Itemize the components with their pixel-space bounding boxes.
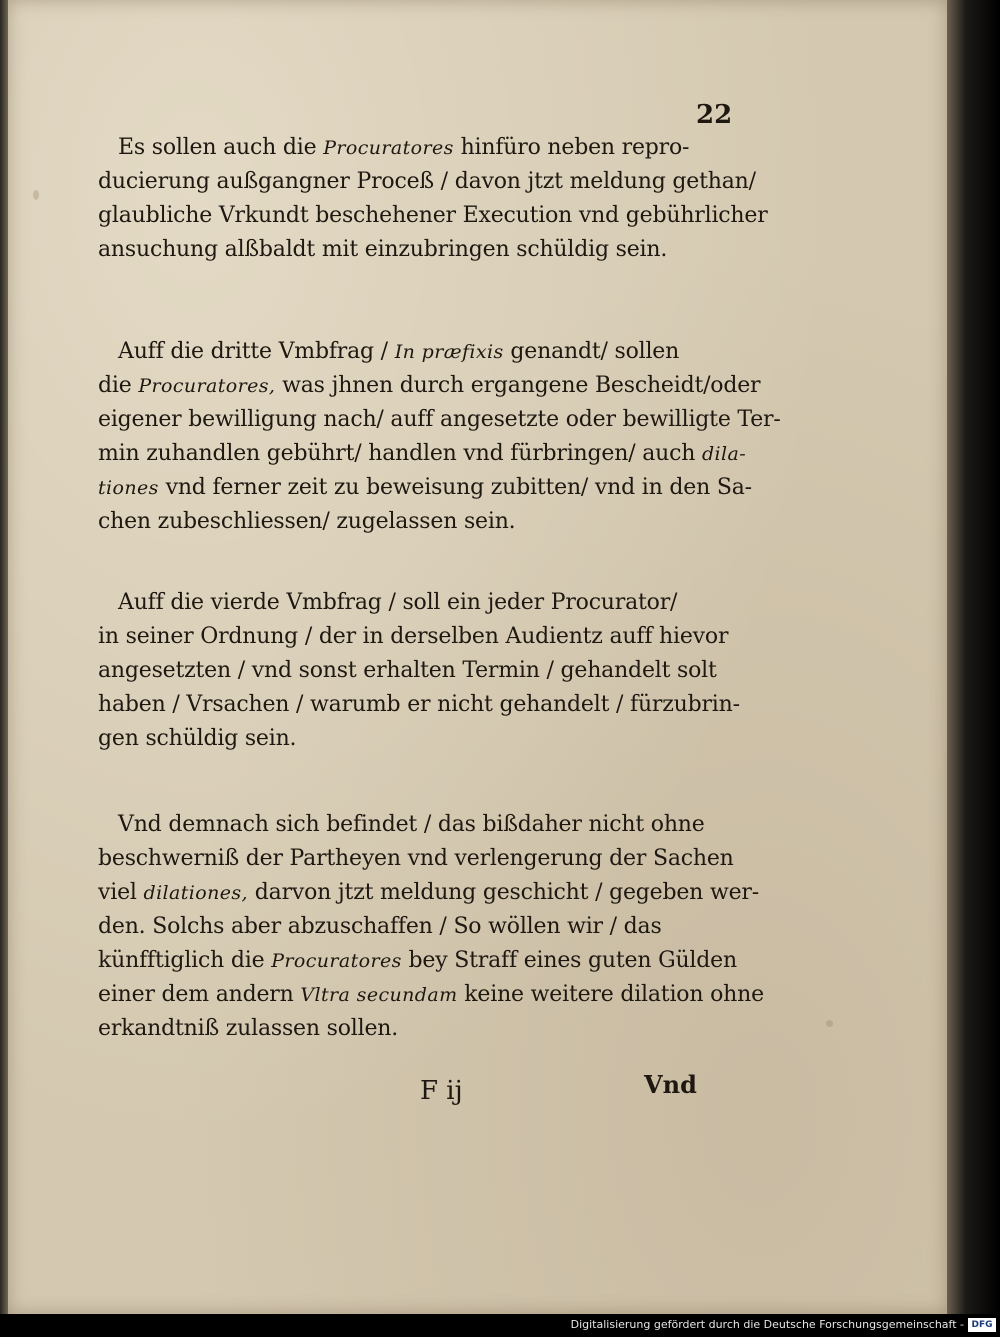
footer-bar <box>0 1314 1000 1337</box>
latin-term: Vltra secundam <box>300 984 458 1006</box>
ink-stain <box>826 1020 833 1027</box>
ink-stain <box>33 190 39 200</box>
text-line: den. Solchs aber abzuschaffen / So wöllen wir / das <box>98 914 662 939</box>
page-number: 22 <box>696 100 733 130</box>
latin-term: Procuratores, <box>138 375 276 397</box>
latin-term: dila- <box>701 443 747 465</box>
page-edge-left <box>0 0 8 1314</box>
text-line: Vnd demnach sich befindet / das bißdaher nicht ohne <box>118 812 705 837</box>
text-line: einer dem andern Vltra secundam keine weitere dilation ohne <box>98 982 764 1007</box>
text-line: die Procuratores, was jhnen durch ergangene Bescheidt/oder <box>98 373 761 398</box>
text-line: künfftiglich die Procuratores bey Straff eines guten Gülden <box>98 948 737 973</box>
text-line: Auff die vierde Vmbfrag / soll ein jeder Procurator/ <box>118 590 678 615</box>
text-line: viel dilationes, darvon jtzt meldung geschicht / gegeben wer- <box>98 880 759 905</box>
paragraph-text <box>98 808 764 1046</box>
text-line: ducierung außgangner Proceß / davon jtzt meldung gethan/ <box>98 169 756 194</box>
catchword: Vnd <box>644 1070 697 1099</box>
text-line: ansuchung alßbaldt mit einzubringen schüldig sein. <box>98 237 668 262</box>
latin-term: Procuratores <box>323 137 454 159</box>
book-page <box>8 0 947 1314</box>
dfg-logo: DFG <box>968 1318 996 1332</box>
page-edge-right <box>947 0 1000 1314</box>
paragraph-3 <box>98 586 746 756</box>
text-line: min zuhandlen gebührt/ handlen vnd fürbringen/ auch dila- <box>98 441 747 466</box>
latin-term: In præfixis <box>394 341 504 363</box>
text-line: eigener bewilligung nach/ auff angesetzte oder bewilligte Ter- <box>98 407 781 432</box>
footer-credit: Digitalisierung gefördert durch die Deutsche Forschungsgemeinschaft - <box>570 1318 964 1331</box>
latin-term: dilationes, <box>143 882 248 904</box>
signature-mark: F ij <box>420 1076 463 1106</box>
text-line: Auff die dritte Vmbfrag / In præfixis genandt/ sollen <box>118 339 680 364</box>
text-line: in seiner Ordnung / der in derselben Audientz auff hievor <box>98 624 729 649</box>
text-line: glaubliche Vrkundt beschehener Execution vnd gebührlicher <box>98 203 768 228</box>
paragraph-4 <box>98 808 764 1046</box>
text-line: angesetzten / vnd sonst erhalten Termin / gehandelt solt <box>98 658 717 683</box>
latin-term: Procuratores <box>271 950 402 972</box>
paragraph-text <box>98 586 746 756</box>
paragraph-text <box>98 335 781 539</box>
text-line: erkandtniß zulassen sollen. <box>98 1016 399 1041</box>
paragraph-2 <box>98 335 781 539</box>
text-line: chen zubeschliessen/ zugelassen sein. <box>98 509 516 534</box>
text-line: gen schüldig sein. <box>98 726 297 751</box>
text-line: haben / Vrsachen / warumb er nicht gehandelt / fürzubrin- <box>98 692 740 717</box>
text-line: Es sollen auch die Procuratores hinfüro neben repro- <box>118 135 690 160</box>
ink-stain <box>720 703 725 708</box>
paragraph-1 <box>98 131 768 267</box>
text-line: tiones vnd ferner zeit zu beweisung zubitten/ vnd in den Sa- <box>98 475 752 500</box>
latin-term: tiones <box>98 477 159 499</box>
paragraph-text <box>98 131 768 267</box>
text-line: beschwerniß der Partheyen vnd verlengerung der Sachen <box>98 846 734 871</box>
